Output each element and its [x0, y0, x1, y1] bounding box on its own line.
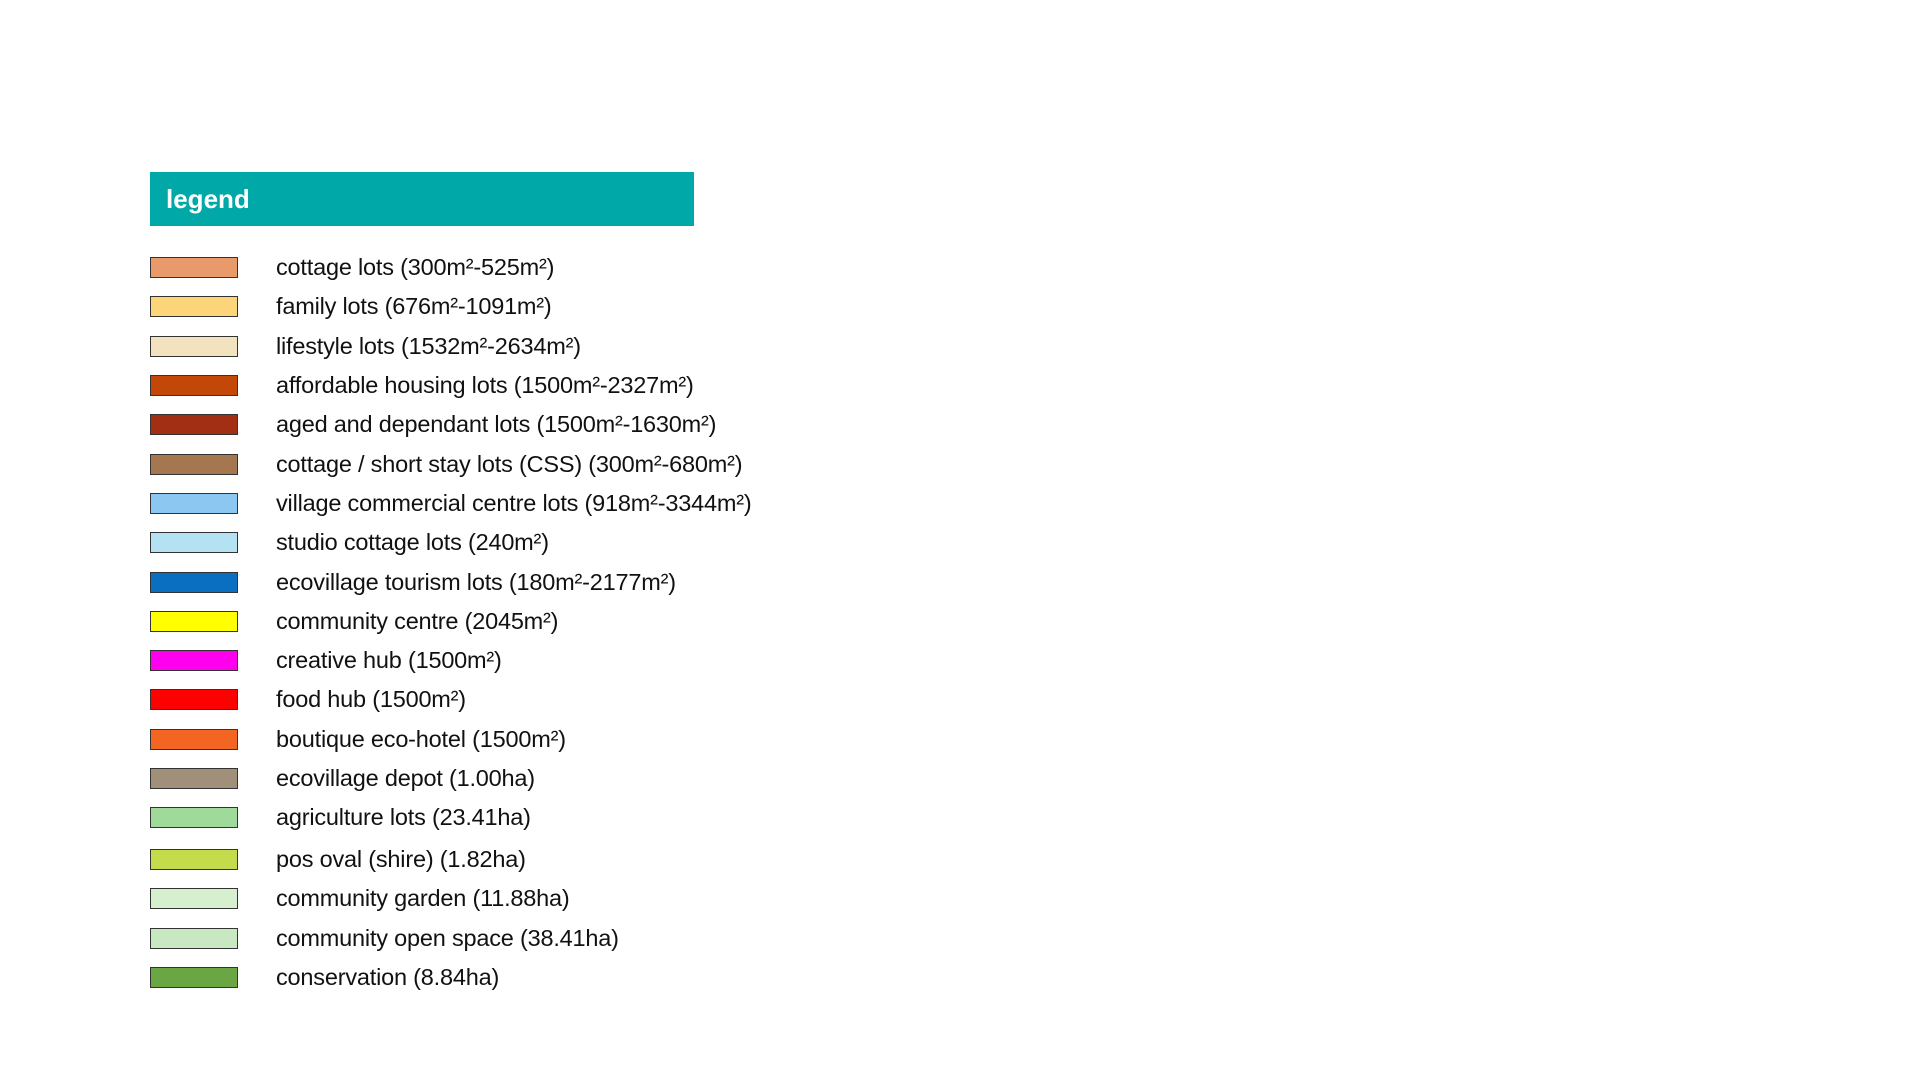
legend-label: studio cottage lots (240m²) — [276, 529, 549, 556]
legend-swatch — [150, 336, 238, 357]
legend-label: community centre (2045m²) — [276, 607, 559, 634]
legend-swatch — [150, 493, 238, 514]
legend-label: conservation (8.84ha) — [276, 963, 500, 990]
legend-label: pos oval (shire) (1.82ha) — [276, 846, 526, 873]
legend-item — [150, 562, 710, 601]
legend-swatch — [150, 888, 238, 909]
legend-swatch — [150, 689, 238, 710]
legend-swatch — [150, 414, 238, 435]
legend-label: affordable housing lots (1500m²-2327m²) — [276, 372, 694, 399]
legend-title: legend — [150, 172, 694, 226]
legend-item — [150, 798, 710, 837]
legend-item — [150, 759, 710, 798]
legend-item — [150, 840, 710, 879]
legend-item — [150, 523, 710, 562]
legend-label: boutique eco-hotel (1500m²) — [276, 725, 566, 752]
legend-item — [150, 327, 710, 366]
legend-swatch — [150, 650, 238, 671]
legend-item — [150, 444, 743, 483]
legend-swatch — [150, 532, 238, 553]
legend-item — [150, 919, 710, 958]
legend-item — [150, 602, 710, 641]
legend-label: community garden (11.88ha) — [276, 885, 570, 912]
legend-swatch — [150, 296, 238, 317]
legend-label: ecovillage depot (1.00ha) — [276, 765, 535, 791]
legend-label: lifestyle lots (1532m²-2634m²) — [276, 332, 581, 359]
legend-swatch — [150, 967, 238, 988]
legend-item — [150, 720, 710, 759]
legend-item — [150, 484, 752, 523]
legend-swatch — [150, 375, 238, 396]
legend-label: aged and dependant lots (1500m²-1630m²) — [276, 411, 717, 438]
legend-label: agriculture lots (23.41ha) — [276, 804, 531, 831]
legend-item — [150, 405, 717, 444]
legend-label: creative hub (1500m²) — [276, 647, 502, 674]
legend-label: community open space (38.41ha) — [276, 924, 619, 951]
legend-label: family lots (676m²-1091m²) — [276, 293, 552, 320]
legend-swatch — [150, 454, 238, 475]
legend-label: village commercial centre lots (918m²-3344m²) — [276, 489, 752, 516]
legend-label: cottage lots (300m²-525m²) — [276, 254, 555, 281]
legend-swatch — [150, 611, 238, 632]
legend-swatch — [150, 849, 238, 870]
legend-item — [150, 958, 710, 997]
legend-swatch — [150, 768, 238, 789]
legend-item — [150, 680, 710, 719]
legend-label: ecovillage tourism lots (180m²-2177m²) — [276, 568, 676, 595]
legend-swatch — [150, 807, 238, 828]
legend-swatch — [150, 257, 238, 278]
legend-item — [150, 641, 710, 680]
legend-list — [150, 248, 752, 997]
map-legend — [150, 172, 752, 997]
legend-swatch — [150, 928, 238, 949]
legend-label: food hub (1500m²) — [276, 686, 466, 713]
legend-item — [150, 248, 710, 287]
legend-item — [150, 366, 710, 405]
legend-item — [150, 879, 710, 918]
legend-swatch — [150, 729, 238, 750]
legend-swatch — [150, 572, 238, 593]
legend-label: cottage / short stay lots (CSS) (300m²-680m²) — [276, 450, 743, 477]
legend-item — [150, 287, 710, 326]
